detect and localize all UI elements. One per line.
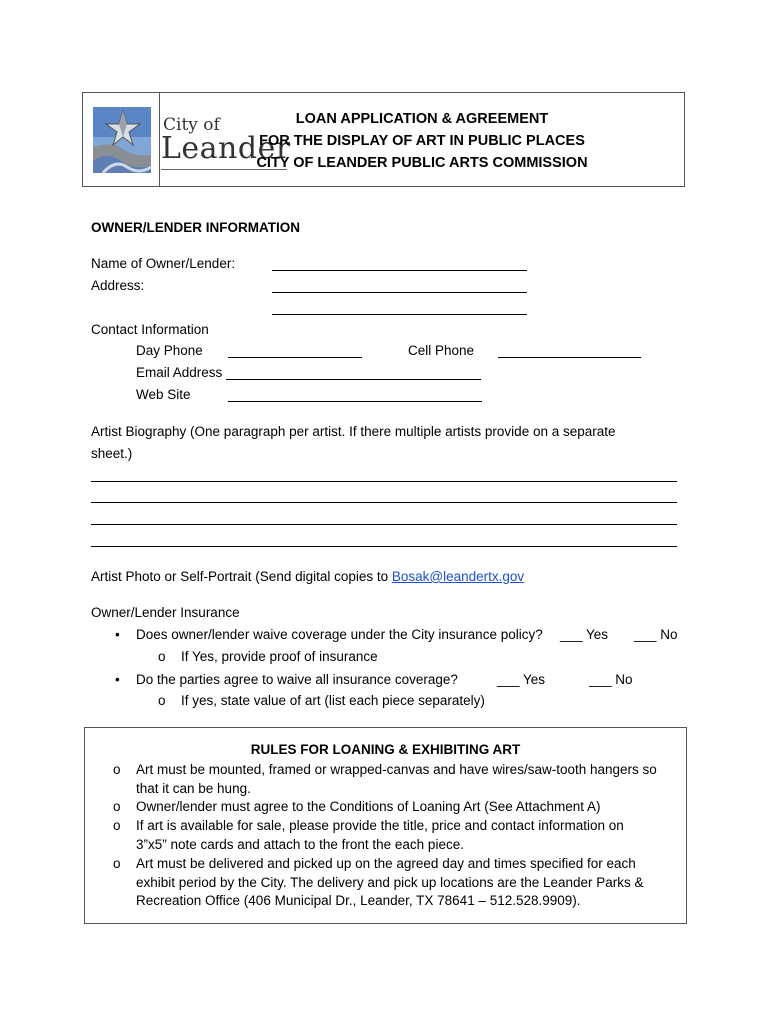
q2-no-option[interactable]: ___ No xyxy=(589,672,633,687)
website-field[interactable] xyxy=(228,401,482,402)
insurance-heading: Owner/Lender Insurance xyxy=(91,605,240,620)
title-line-2: FOR THE DISPLAY OF ART IN PUBLIC PLACES xyxy=(259,133,585,149)
title-line-3: CITY OF LEANDER PUBLIC ARTS COMMISSION xyxy=(256,155,588,171)
insurance-question-2: Do the parties agree to waive all insurance coverage? xyxy=(136,672,458,687)
title-line-1: LOAN APPLICATION & AGREEMENT xyxy=(295,111,549,127)
biography-line-2[interactable] xyxy=(91,502,677,503)
logo-city-of: City of xyxy=(163,115,220,135)
photo-instructions xyxy=(91,569,524,585)
rules-heading: RULES FOR LOANING & EXHIBITING ART xyxy=(250,742,521,757)
website-label: Web Site xyxy=(136,387,191,402)
biography-line-4[interactable] xyxy=(91,546,677,547)
contact-label: Contact Information xyxy=(91,322,209,337)
rule-item-2: Owner/lender must agree to the Conditions of Loaning Art (See Attachment A) xyxy=(136,799,601,814)
bullet-icon: • xyxy=(115,672,120,687)
day-phone-field[interactable] xyxy=(228,357,362,358)
address-field-1[interactable] xyxy=(272,292,527,293)
owner-name-field[interactable] xyxy=(272,270,527,271)
biography-line-1[interactable] xyxy=(91,481,677,482)
sub-bullet-icon: o xyxy=(158,693,166,708)
biography-instructions-line-1: Artist Biography (One paragraph per artist. If there multiple artists provide on a separate xyxy=(91,424,616,439)
address-field-2[interactable] xyxy=(272,314,527,315)
owner-name-label: Name of Owner/Lender: xyxy=(91,256,236,271)
header-box xyxy=(82,92,685,187)
photo-text: Artist Photo or Self-Portrait (Send digital copies to xyxy=(91,569,392,584)
biography-line-3[interactable] xyxy=(91,524,677,525)
rule-bullet-icon: o xyxy=(113,818,121,833)
email-link[interactable]: Bosak@leandertx.gov xyxy=(391,569,525,584)
city-logo-icon xyxy=(93,107,151,173)
sub-bullet-icon: o xyxy=(158,649,166,664)
insurance-sub-1: If Yes, provide proof of insurance xyxy=(181,649,378,664)
bullet-icon: • xyxy=(115,627,120,642)
email-label: Email Address xyxy=(136,365,223,380)
insurance-sub-2: If yes, state value of art (list each piece separately) xyxy=(181,693,485,708)
logo-name: Leander xyxy=(161,131,291,166)
q2-yes-option[interactable]: ___ Yes xyxy=(497,672,546,687)
cell-phone-label: Cell Phone xyxy=(408,343,475,358)
email-field[interactable] xyxy=(226,379,481,380)
rule-item-4: Art must be delivered and picked up on the agreed day and times specified for each exhibit period by the City. The delivery and pick up locations are the Leander Parks & Recreation Office (406 Municipal Dr., Leander, TX 78641 – 512.528.9909). xyxy=(136,856,644,908)
insurance-question-1: Does owner/lender waive coverage under the City insurance policy? xyxy=(136,627,543,642)
day-phone-label: Day Phone xyxy=(136,343,203,358)
address-label: Address: xyxy=(91,278,145,293)
rule-bullet-icon: o xyxy=(113,856,121,871)
document-title xyxy=(160,108,684,174)
q1-yes-option[interactable]: ___ Yes xyxy=(560,627,609,642)
rule-item-3: If art is available for sale, please provide the title, price and contact information on 3”x5” note cards and attach to the front the each piece. xyxy=(136,818,624,852)
owner-section-heading: OWNER/LENDER INFORMATION xyxy=(91,220,300,235)
cell-phone-field[interactable] xyxy=(498,357,641,358)
rule-item-1: Art must be mounted, framed or wrapped-canvas and have wires/saw-tooth hangers so that it can be hung. xyxy=(136,762,657,796)
q1-no-option[interactable]: ___ No xyxy=(634,627,678,642)
rule-bullet-icon: o xyxy=(113,799,121,814)
rule-bullet-icon: o xyxy=(113,762,121,777)
biography-instructions-line-2: sheet.) xyxy=(91,446,133,461)
